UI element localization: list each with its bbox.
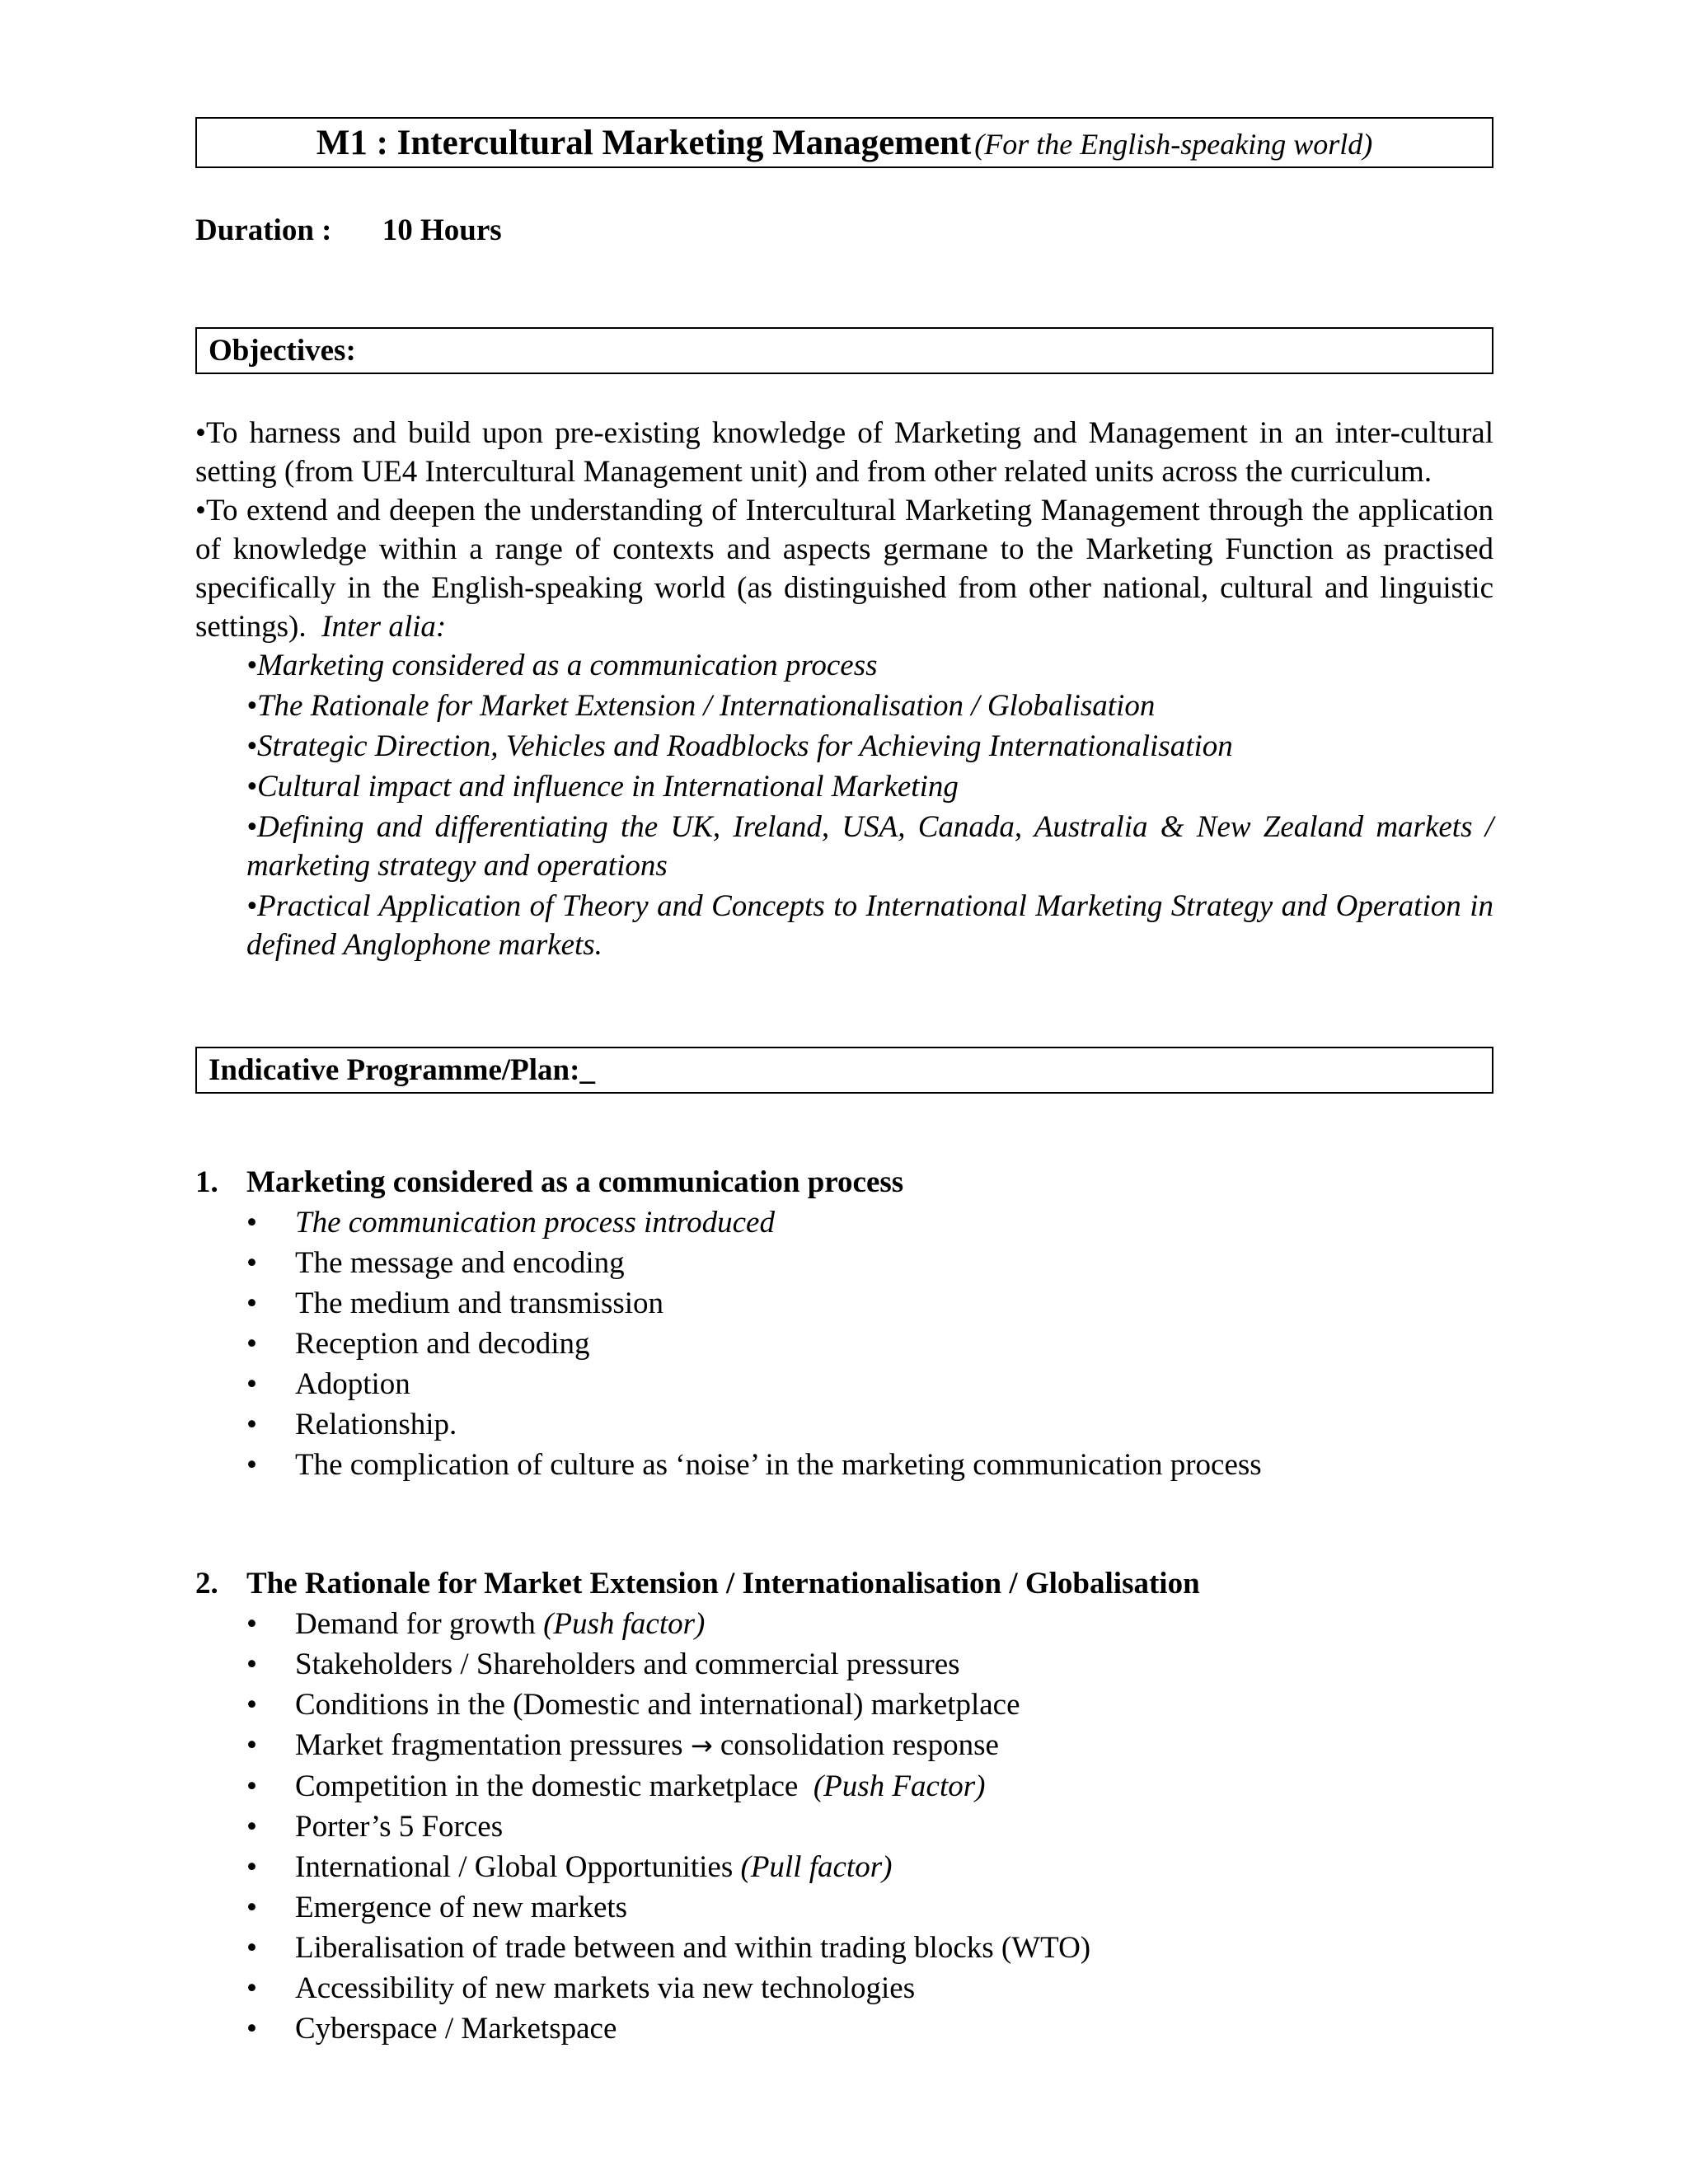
- list-item: [246, 808, 1493, 885]
- list-item: [246, 727, 1493, 766]
- programme-heading-suffix: _: [579, 1053, 595, 1087]
- list-item: [195, 1324, 1493, 1364]
- programme-heading: Indicative Programme/Plan:: [209, 1053, 580, 1087]
- bullet-icon: •: [246, 1246, 257, 1280]
- list-item: [195, 1202, 1493, 1243]
- list-item-text: consolidation response: [720, 1728, 999, 1762]
- title-box: [195, 117, 1493, 168]
- objective-paragraph-1: [195, 414, 1493, 491]
- bullet-icon: •: [246, 1971, 257, 2005]
- list-item-text: Market fragmentation pressures: [295, 1728, 683, 1762]
- bullet-icon: •: [246, 770, 257, 804]
- objectives-heading: Objectives:: [209, 334, 356, 368]
- list-item-text: Defining and differentiating the UK, Ireland, USA, Canada, Australia & New Zealand markets / marketing strategy and operations: [246, 810, 1493, 883]
- list-item: [195, 1404, 1493, 1445]
- list-item-text: The complication of culture as ‘noise’ in the marketing communication process: [295, 1448, 1262, 1482]
- bullet-icon: •: [246, 689, 257, 723]
- list-item-text: Emergence of new markets: [295, 1891, 628, 1924]
- section-heading-1: [195, 1162, 1493, 1202]
- bullet-icon: •: [246, 1728, 257, 1762]
- list-item-text: Practical Application of Theory and Concepts to International Marketing Strategy and Operation in defined Anglophone markets.: [246, 889, 1493, 962]
- bullet-icon: •: [246, 1891, 257, 1924]
- list-item-text: The communication process introduced: [295, 1206, 775, 1240]
- list-item-text: Reception and decoding: [295, 1327, 590, 1361]
- page-subtitle: (For the English-speaking world): [974, 128, 1373, 161]
- list-item-text: Marketing considered as a communication process: [256, 649, 878, 682]
- list-item-text: Competition in the domestic marketplace: [295, 1769, 799, 1803]
- bullet-icon: •: [246, 1286, 257, 1320]
- list-item-text: The medium and transmission: [295, 1286, 664, 1320]
- section-number: 1.: [195, 1165, 218, 1199]
- bullet-icon: •: [246, 810, 257, 844]
- list-item: [195, 1685, 1493, 1725]
- list-item: [246, 687, 1493, 725]
- bullet-icon: •: [246, 1408, 257, 1441]
- list-item: [195, 1445, 1493, 1485]
- page-title: M1 : Intercultural Marketing Management: [316, 124, 972, 162]
- list-item-text: Liberalisation of trade between and within trading blocks (WTO): [295, 1931, 1091, 1965]
- list-item-text: The message and encoding: [295, 1246, 625, 1280]
- list-item: [246, 767, 1493, 806]
- bullet-icon: •: [246, 1448, 257, 1482]
- bullet-icon: •: [246, 2012, 257, 2046]
- list-item-text: The Rationale for Market Extension / Internationalisation / Globalisation: [256, 689, 1156, 723]
- section-heading-2: [195, 1563, 1493, 1604]
- bullet-icon: •: [246, 1367, 257, 1401]
- duration-value: 10 Hours: [382, 213, 502, 247]
- list-item: [246, 646, 1493, 685]
- objective-text-2: To extend and deepen the understanding of Intercultural Marketing Management through the application of knowledge within a range of contexts and aspects germane to the Marketing Function as practised specifically in the English-speaking world (as distinguished from other national, cultural and linguistic settings).: [195, 494, 1493, 644]
- bullet-icon: •: [246, 1769, 257, 1803]
- duration-line: [195, 213, 1493, 248]
- section-1-list: [195, 1202, 1493, 1485]
- list-item: [195, 1283, 1493, 1324]
- list-item: [195, 2008, 1493, 2049]
- section-title: The Rationale for Market Extension / Internationalisation / Globalisation: [246, 1567, 1200, 1601]
- bullet-icon: •: [246, 1607, 257, 1641]
- list-item: [195, 1604, 1493, 1644]
- factor-note: (Push factor): [543, 1607, 706, 1641]
- section-2-list: [195, 1604, 1493, 2049]
- section-title: Marketing considered as a communication process: [246, 1165, 904, 1199]
- list-item: [195, 1766, 1493, 1807]
- list-item-text: Stakeholders / Shareholders and commercial pressures: [295, 1647, 960, 1681]
- list-item-text: Conditions in the (Domestic and international) marketplace: [295, 1688, 1020, 1722]
- bullet-icon: •: [246, 1810, 257, 1844]
- section-number: 2.: [195, 1567, 218, 1601]
- bullet-icon: •: [246, 1206, 257, 1240]
- objectives-heading-box: [195, 327, 1493, 374]
- list-item: [195, 1928, 1493, 1968]
- factor-note: (Pull factor): [740, 1850, 893, 1884]
- bullet-icon: •: [246, 649, 257, 682]
- list-item: [195, 1807, 1493, 1847]
- arrow-right-icon: →: [690, 1730, 713, 1761]
- inter-alia: Inter alia:: [321, 610, 447, 644]
- list-item-text: International / Global Opportunities: [295, 1850, 734, 1884]
- objectives-list: [246, 646, 1493, 964]
- bullet-icon: •: [195, 416, 206, 450]
- factor-note: (Push Factor): [813, 1769, 986, 1803]
- list-item-text: Porter’s 5 Forces: [295, 1810, 504, 1844]
- bullet-icon: •: [246, 1931, 257, 1965]
- bullet-icon: •: [195, 494, 206, 527]
- objective-text-1: To harness and build upon pre-existing knowledge of Marketing and Management in an inter-cultural setting (from UE4 Intercultural Management unit) and from other related units across the curriculum.: [195, 416, 1493, 489]
- list-item: [195, 1887, 1493, 1928]
- list-item-text: Strategic Direction, Vehicles and Roadblocks for Achieving Internationalisation: [256, 729, 1233, 763]
- list-item-text: Adoption: [295, 1367, 410, 1401]
- list-item: [195, 1243, 1493, 1283]
- list-item-text: Accessibility of new markets via new technologies: [295, 1971, 916, 2005]
- programme-heading-box: [195, 1047, 1493, 1094]
- objective-paragraph-2: [195, 491, 1493, 646]
- duration-label: Duration :: [195, 213, 332, 247]
- list-item: [195, 1968, 1493, 2008]
- bullet-icon: •: [246, 1850, 257, 1884]
- list-item-text: Relationship.: [295, 1408, 457, 1441]
- bullet-icon: •: [246, 1688, 257, 1722]
- list-item-text: Demand for growth: [295, 1607, 536, 1641]
- list-item: [195, 1364, 1493, 1404]
- list-item: [195, 1644, 1493, 1685]
- bullet-icon: •: [246, 889, 257, 923]
- list-item: [195, 1847, 1493, 1887]
- bullet-icon: •: [246, 1647, 257, 1681]
- list-item: [195, 1725, 1493, 1766]
- bullet-icon: •: [246, 729, 257, 763]
- document-page: [195, 117, 1493, 2049]
- list-item-text: Cyberspace / Marketspace: [295, 2012, 617, 2046]
- bullet-icon: •: [246, 1327, 257, 1361]
- list-item-text: Cultural impact and influence in International Marketing: [256, 770, 959, 804]
- list-item: [246, 887, 1493, 964]
